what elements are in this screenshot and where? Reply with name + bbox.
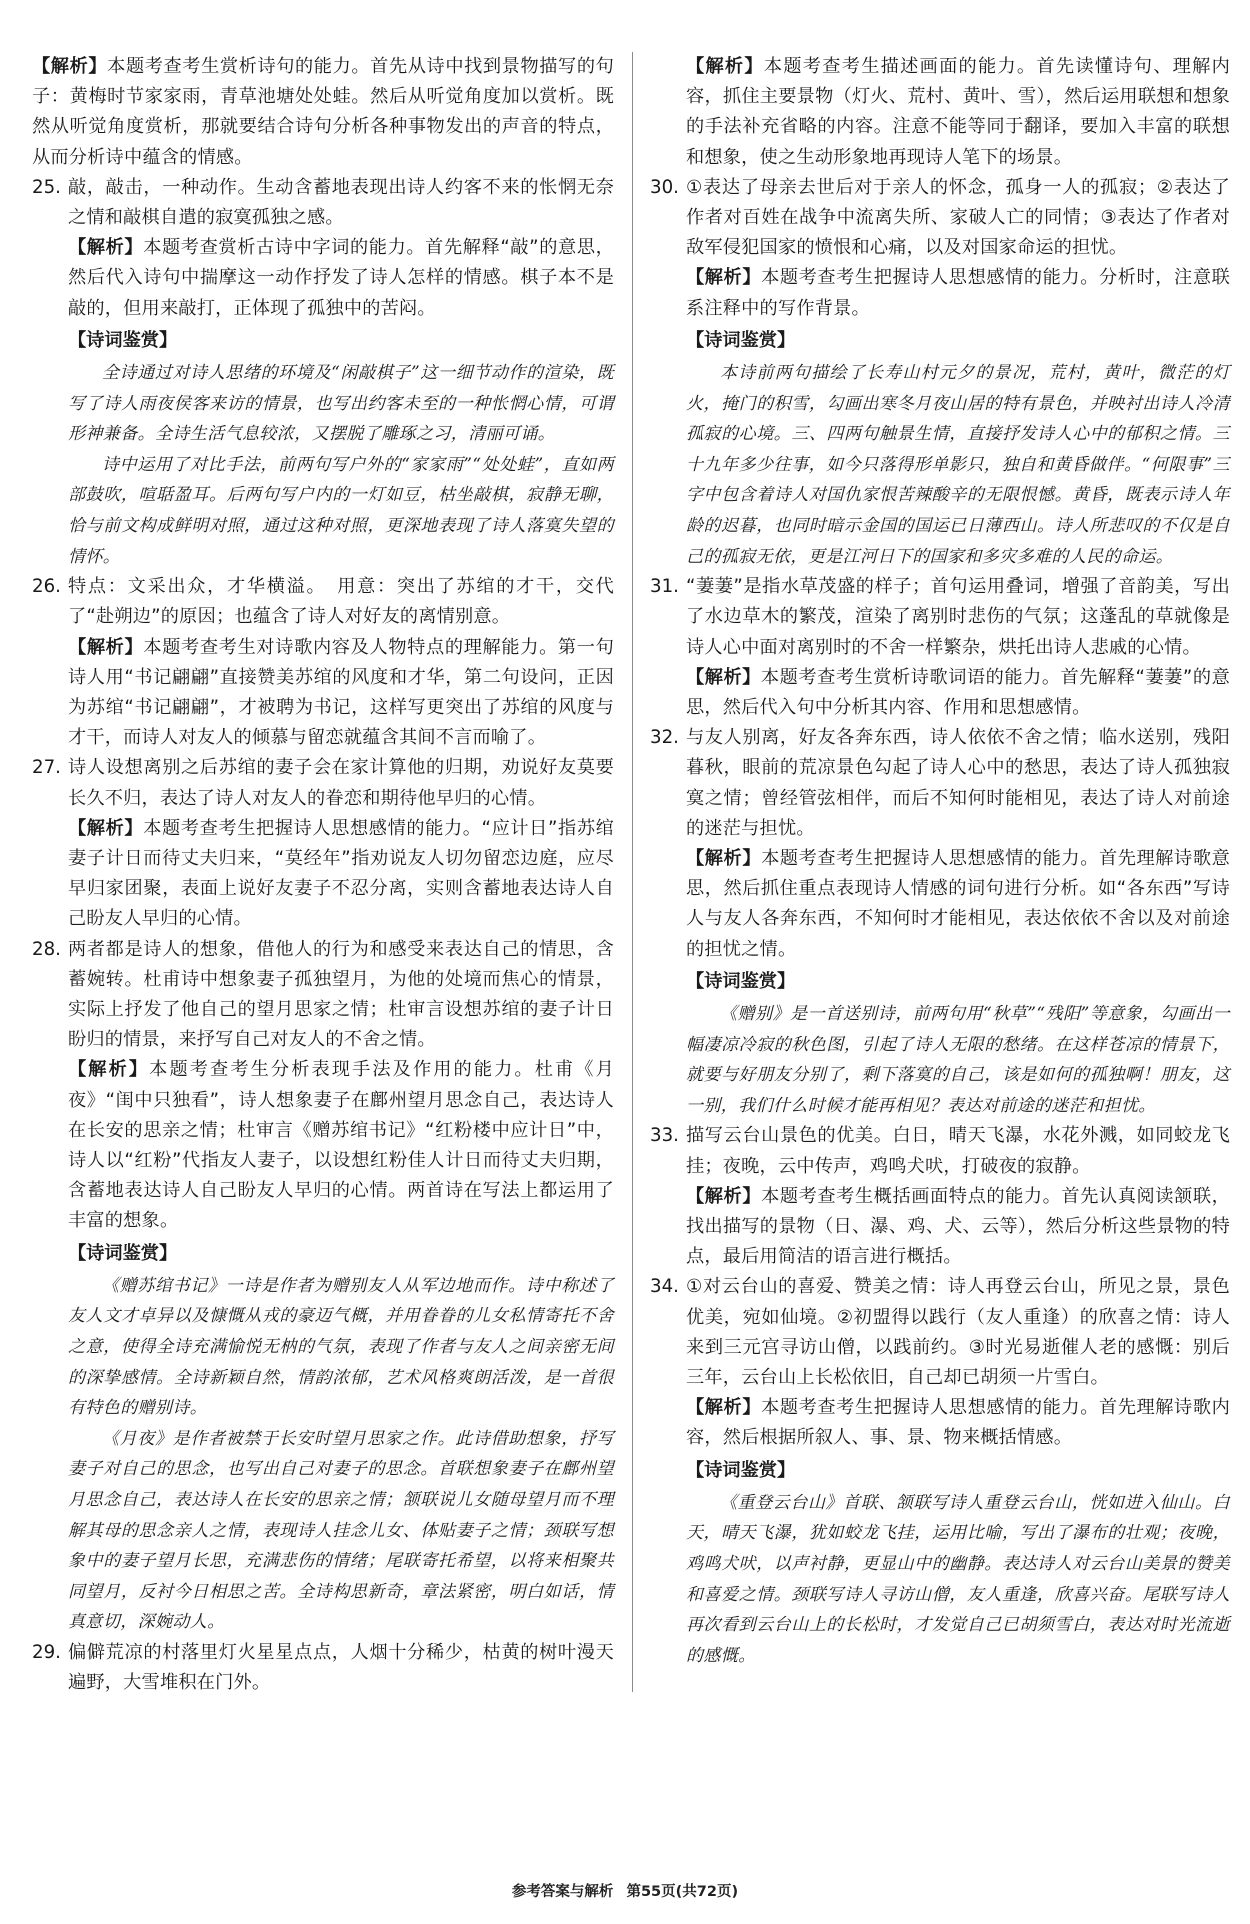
answer-text: “萋萋”是指水草茂盛的样子；首句运用叠词，增强了音韵美，写出了水边草木的繁茂，渲染了离别时悲伤的气氛；这蓬乱的草就像是诗人心中面对离别时的不舍一样繁杂，烘托出诗人悲戚的心情。 xyxy=(686,576,1230,658)
question-number: 33. xyxy=(650,1125,679,1147)
appreciation-title-32: 【诗词鉴赏】 xyxy=(686,970,796,992)
appreciation-34-p1: 《重登云台山》首联、颔联写诗人重登云台山，恍如进入仙山。白天，晴天飞瀑，犹如蛟龙飞挂，运用比喻，写出了瀑布的壮观；夜晚，鸡鸣犬吠，以声衬静，更显山中的幽静。表达诗人对云台山美景的赞美和喜爱之情。颈联写诗人寻访山僧，友人重逢，欣喜兴奋。尾联写诗人再次看到云台山上的长松时，才发觉自己已胡须雪白，表达对时光流逝的感慨。 xyxy=(686,1492,1230,1666)
question-25 xyxy=(32,173,614,233)
analysis-intro-left: 【解析】本题考查考生赏析诗句的能力。首先从诗中找到景物描写的句子：黄梅时节家家雨，青草池塘处处蛙。然后从听觉角度加以赏析。既然从听觉角度赏析，那就要结合诗句分析各种事物发出的声音的特点，从而分析诗中蕴含的情感。 xyxy=(32,56,614,168)
answer-text: 诗人设想离别之后苏绾的妻子会在家计算他的归期，劝说好友莫要长久不归，表达了诗人对友人的眷恋和期待他早归的心情。 xyxy=(68,757,614,809)
answer-text: 偏僻荒凉的村落里灯火星星点点，人烟十分稀少，枯黄的树叶漫天遍野，大雪堆积在门外。 xyxy=(68,1641,614,1694)
appreciation-30-p1: 本诗前两句描绘了长寿山村元夕的景况，荒村，黄叶，微茫的灯火，掩门的积雪，勾画出寒冬月夜山居的特有景色，并映衬出诗人冷清孤寂的心境。三、四两句触景生情，直接抒发诗人心中的郁积之情。三十九年多少往事，如今只落得形单影只，独自和黄昏做伴。“何限事”三字中包含着诗人对国仇家恨苦辣酸辛的无限恨憾。黄昏，既表示诗人年龄的迟暮，也同时暗示金国的国运已日薄西山。诗人所悲叹的不仅是自己的孤寂无依，更是江河日下的国家和多灾多难的人民的命运。 xyxy=(686,363,1230,567)
appreciation-32-p1: 《赠别》是一首送别诗，前两句用“秋草”“残阳”等意象，勾画出一幅凄凉冷寂的秋色图，引起了诗人无限的愁绪。在这样苍凉的情景下，就要与好朋友分别了，剩下落寞的自己，该是如何的孤独啊！朋友，这一别，我们什么时候才能再相见？表达对前途的迷茫和担忧。 xyxy=(686,1004,1230,1116)
analysis-34: 【解析】本题考查考生把握诗人思想感情的能力。首先理解诗歌内容，然后根据所叙人、事、景、物来概括情感。 xyxy=(686,1397,1230,1449)
question-33 xyxy=(650,1121,1230,1181)
question-number: 34. xyxy=(650,1276,679,1298)
page-number: 第55页(共72页) xyxy=(626,1884,739,1900)
analysis-32: 【解析】本题考查考生把握诗人思想感情的能力。首先理解诗歌意思，然后抓住重点表现诗人情感的词句进行分析。如“各东西”写诗人与友人各奔东西，不知何时才能相见，表达依依不舍以及对前途的担忧之情。 xyxy=(686,848,1230,960)
question-34 xyxy=(650,1272,1230,1393)
appreciation-title-25: 【诗词鉴赏】 xyxy=(68,329,178,351)
appreciation-title-30: 【诗词鉴赏】 xyxy=(686,329,796,351)
question-30 xyxy=(650,173,1230,264)
footer-label: 参考答案与解析 xyxy=(511,1884,614,1900)
question-number: 29. xyxy=(32,1641,61,1663)
appreciation-title-34: 【诗词鉴赏】 xyxy=(686,1459,796,1481)
question-number: 26. xyxy=(32,576,61,598)
question-32 xyxy=(650,723,1230,844)
question-number: 25. xyxy=(32,176,61,198)
answer-text: 敲，敲击，一种动作。生动含蓄地表现出诗人约客不来的怅惘无奈之情和敲棋自遣的寂寞孤独之感。 xyxy=(68,176,614,229)
appreciation-25-p1: 全诗通过对诗人思绪的环境及“闲敲棋子”这一细节动作的渲染，既写了诗人雨夜侯客来访的情景，也写出约客未至的一种怅惘心情，可谓形神兼备。全诗生活气息较浓，又摆脱了雕琢之习，清丽可诵。 xyxy=(68,363,614,445)
question-28 xyxy=(32,935,614,1056)
question-number: 31. xyxy=(650,576,679,598)
question-26 xyxy=(32,572,614,632)
column-divider xyxy=(632,52,633,1692)
analysis-33: 【解析】本题考查考生概括画面特点的能力。首先认真阅读颔联，找出描写的景物（日、瀑、鸡、犬、云等），然后分析这些景物的特点，最后用简洁的语言进行概括。 xyxy=(686,1185,1230,1268)
answer-text: ①表达了母亲去世后对于亲人的怀念，孤身一人的孤寂；②表达了作者对百姓在战争中流离失所、家破人亡的同情；③表达了作者对敌军侵犯国家的愤恨和心痛，以及对国家命运的担忧。 xyxy=(686,176,1230,259)
left-column xyxy=(32,52,614,1698)
answer-text: 特点：文采出众，才华横溢。 用意：突出了苏绾的才干，交代了“赴朔边”的原因；也蕴含了诗人对好友的离情别意。 xyxy=(68,576,614,628)
appreciation-25-p2: 诗中运用了对比手法，前两句写户外的“家家雨”“处处蛙”，直如两部鼓吹，喧聒盈耳。后两句写户内的一灯如豆，枯坐敲棋，寂静无聊，恰与前文构成鲜明对照，通过这种对照，更深地表现了诗人落寞失望的情怀。 xyxy=(68,454,614,567)
analysis-25: 【解析】本题考查赏析古诗中字词的能力。首先解释“敲”的意思，然后代入诗句中揣摩这一动作抒发了诗人怎样的情感。棋子本不是敲的，但用来敲打，正体现了孤独中的苦闷。 xyxy=(68,237,614,319)
answer-text: ①对云台山的喜爱、赞美之情：诗人再登云台山，所见之景，景色优美，宛如仙境。②初盟得以践行（友人重逢）的欣喜之情：诗人来到三元宫寻访山僧，以践前约。③时光易逝催人老的感慨：别后三年，云台山上长松依旧，自己却已胡须一片雪白。 xyxy=(686,1276,1230,1389)
appreciation-28-p2: 《月夜》是作者被禁于长安时望月思家之作。此诗借助想象，抒写妻子对自己的思念，也写出自己对妻子的思念。首联想象妻子在鄜州望月思念自己，表达诗人在长安的思亲之情；颔联说儿女随母望月而不理解其母的思念亲人之情，表现诗人挂念儿女、体贴妻子之情；颈联写想象中的妻子望月长思，充满悲伤的情绪；尾联寄托希望，以将来相聚共同望月，反衬今日相思之苦。全诗构思新奇，章法紧密，明白如话，情真意切，深婉动人。 xyxy=(68,1428,614,1633)
question-number: 32. xyxy=(650,727,679,749)
question-27 xyxy=(32,753,614,813)
question-29 xyxy=(32,1638,614,1698)
appreciation-title-28: 【诗词鉴赏】 xyxy=(68,1242,178,1264)
answer-text: 与友人别离，好友各奔东西，诗人依依不舍之情；临水送别，残阳暮秋，眼前的荒凉景色勾起了诗人心中的愁思，表达了诗人孤独寂寞之情；曾经管弦相伴，而后不知何时能相见，表达了诗人对前途的迷茫与担忧。 xyxy=(686,727,1230,839)
page-footer xyxy=(0,1880,1250,1901)
analysis-26: 【解析】本题考查考生对诗歌内容及人物特点的理解能力。第一句诗人用“书记翩翩”直接赞美苏绾的风度和才华，第二句设问，正因为苏绾“书记翩翩”，才被聘为书记，这样写更突出了苏绾的风度与才干，而诗人对友人的倾慕与留恋就蕴含其间不言而喻了。 xyxy=(68,636,614,749)
answer-text: 两者都是诗人的想象，借他人的行为和感受来表达自己的情思，含蓄婉转。杜甫诗中想象妻子孤独望月，为他的处境而焦心的情景，实际上抒发了他自己的望月思家之情；杜审言设想苏绾的妻子计日盼归的情景，来抒写自己对友人的不舍之情。 xyxy=(68,938,614,1051)
question-31 xyxy=(650,572,1230,663)
question-number: 27. xyxy=(32,757,61,779)
question-number: 28. xyxy=(32,938,61,960)
right-column xyxy=(650,52,1230,1671)
analysis-intro-right: 【解析】本题考查考生描述画面的能力。首先读懂诗句、理解内容，抓住主要景物（灯火、荒村、黄叶、雪），然后运用联想和想象的手法补充省略的内容。注意不能等同于翻译，要加入丰富的联想和想象，使之生动形象地再现诗人笔下的场景。 xyxy=(686,56,1230,168)
analysis-30: 【解析】本题考查考生把握诗人思想感情的能力。分析时，注意联系注释中的写作背景。 xyxy=(686,267,1230,319)
appreciation-28-p1: 《赠苏绾书记》一诗是作者为赠别友人从军边地而作。诗中称述了友人文才卓异以及慷慨从戎的豪迈气概，并用眷眷的儿女私情寄托不舍之意，使得全诗充满愉悦无枘的气氛，表现了作者与友人之间亲密无间的深挚感情。全诗新颖自然，情韵浓郁，艺术风格爽朗活泼，是一首很有特色的赠别诗。 xyxy=(68,1275,614,1419)
analysis-31: 【解析】本题考查考生赏析诗歌词语的能力。首先解释“萋萋”的意思，然后代入句中分析其内容、作用和思想感情。 xyxy=(686,666,1230,718)
analysis-27: 【解析】本题考查考生把握诗人思想感情的能力。“应计日”指苏绾妻子计日而待丈夫归来，“莫经年”指劝说友人切勿留恋边庭，应尽早归家团聚，表面上说好友妻子不忍分离，实则含蓄地表达诗人自己盼友人早归的心情。 xyxy=(68,817,614,930)
question-number: 30. xyxy=(650,176,679,198)
analysis-28: 【解析】本题考查考生分析表现手法及作用的能力。杜甫《月夜》“闺中只独看”，诗人想象妻子在鄜州望月思念自己，表达诗人在长安的思亲之情；杜审言《赠苏绾书记》“红粉楼中应计日”中，诗人以“红粉”代指友人妻子，以设想红粉佳人计日而待丈夫归期，含蓄地表达诗人自己盼友人早归的心情。两首诗在写法上都运用了丰富的想象。 xyxy=(68,1059,614,1232)
answer-text: 描写云台山景色的优美。白日，晴天飞瀑，水花外溅，如同蛟龙飞挂；夜晚，云中传声，鸡鸣犬吠，打破夜的寂静。 xyxy=(686,1125,1230,1177)
